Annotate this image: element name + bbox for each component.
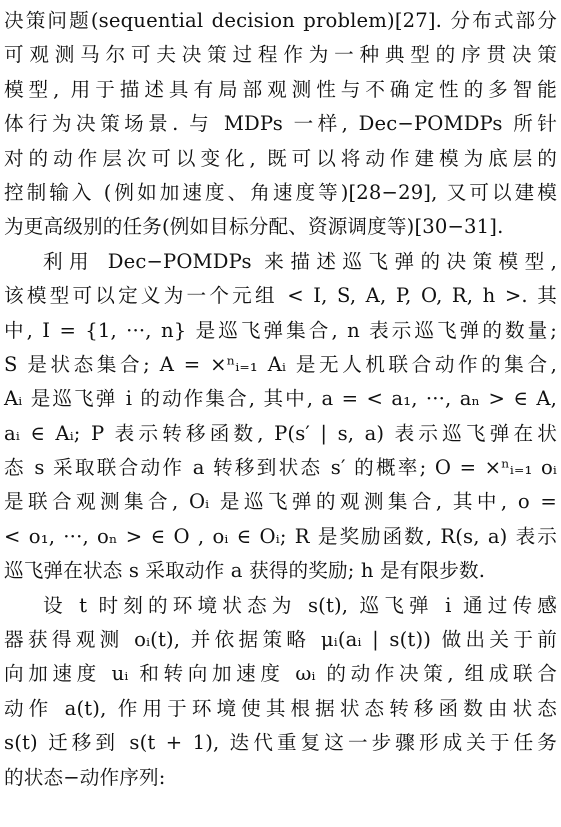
text-line-22: s(t) 迁移到 s(t + 1), 迭代重复这一步骤形成关于任务 (4, 731, 557, 755)
text-line-1: 决策问题(sequential decision problem)[27]. 分布式部分 (4, 9, 557, 32)
text-line-15: 是联合观测集合, Oᵢ 是巡飞弹的观测集合, 其中, o = (4, 490, 557, 514)
text-line-23: 的状态−动作序列: (4, 765, 166, 789)
text-line-18: 设 t 时刻的环境状态为 s(t), 巡飞弹 i 通过传感 (43, 593, 557, 617)
text-line-13: aᵢ ∈ Aᵢ; P 表示转移函数, P(s′ | s, a) 表示巡飞弹在状 (4, 421, 557, 445)
text-line-16: < o₁, ···, oₙ > ∈ O , oᵢ ∈ Oᵢ; R 是奖励函数, R(s, a) 表示 (4, 524, 557, 548)
text-line-14: 态 s 采取联合动作 a 转移到状态 s′ 的概率; O = ×ⁿᵢ₌₁ oᵢ (4, 456, 557, 480)
text-line-12: Aᵢ 是巡飞弹 i 的动作集合, 其中, a = < a₁, ···, aₙ > ∈ A, (4, 387, 557, 411)
text-line-9: 该模型可以定义为一个元组 < I, S, A, P, O, R, h >. 其 (4, 284, 557, 308)
text-line-11: S 是状态集合; A = ×ⁿᵢ₌₁ Aᵢ 是无人机联合动作的集合, (4, 352, 557, 376)
text-line-20: 向加速度 uᵢ 和转向加速度 ωᵢ 的动作决策, 组成联合 (4, 662, 557, 686)
text-line-21: 动作 a(t), 作用于环境使其根据状态转移函数由状态 (4, 696, 557, 720)
text-line-6: 控制输入 (例如加速度、角速度等)[28−29], 又可以建模 (4, 180, 557, 204)
text-line-4: 体行为决策场景. 与 MDPs 一样, Dec−POMDPs 所针 (4, 112, 557, 136)
text-line-19: 器获得观测 oᵢ(t), 并依据策略 μᵢ(aᵢ | s(t)) 做出关于前 (4, 628, 557, 652)
text-line-17: 巡飞弹在状态 s 采取动作 a 获得的奖励; h 是有限步数. (4, 559, 486, 583)
paper-body-text (4, 4, 557, 795)
text-line-8: 利用 Dec−POMDPs 来描述巡飞弹的决策模型, (43, 249, 557, 273)
text-line-10: 中, I = {1, ···, n} 是巡飞弹集合, n 表示巡飞弹的数量; (4, 318, 557, 342)
text-line-2: 可观测马尔可夫决策过程作为一种典型的序贯决策 (4, 43, 557, 67)
text-line-3: 模型, 用于描述具有局部观测性与不确定性的多智能 (4, 77, 557, 101)
text-line-5: 对的动作层次可以变化, 既可以将动作建模为底层的 (4, 146, 557, 170)
text-line-7: 为更高级别的任务(例如目标分配、资源调度等)[30−31]. (4, 215, 504, 239)
